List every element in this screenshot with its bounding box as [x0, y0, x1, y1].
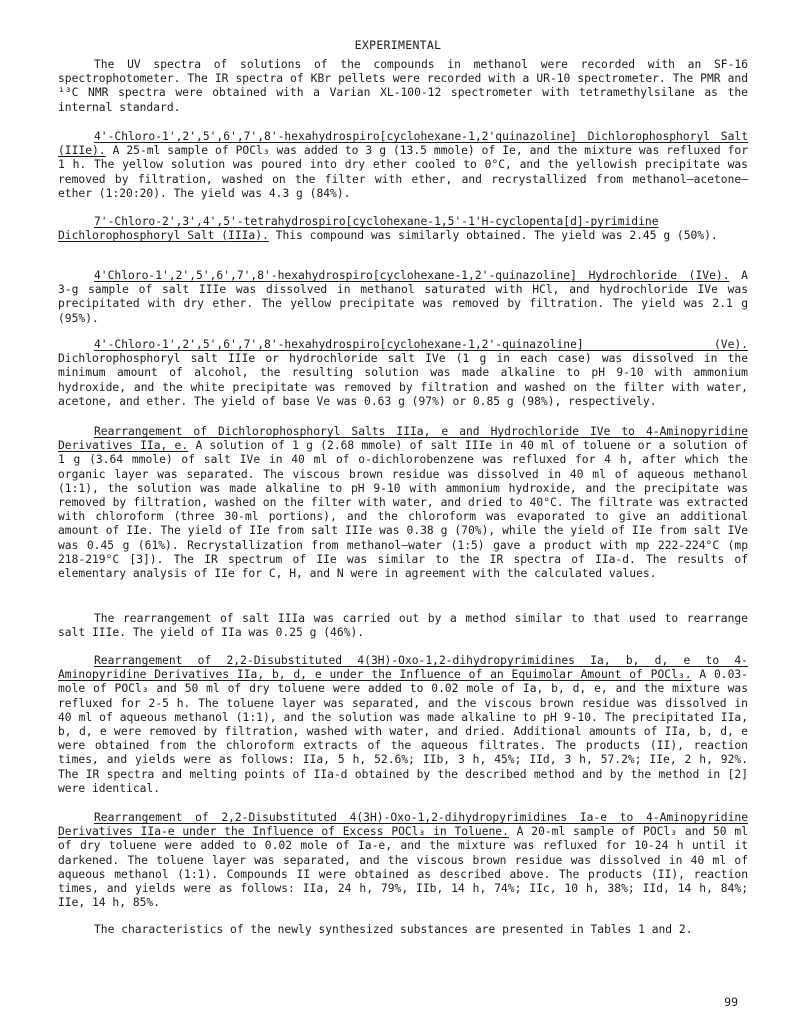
paragraph-title: 4'-Chloro-1',2',5',6',7',8'-hexahydrospiro[cyclohexane-1,2'quinazoline] Dichlorophosphoryl Salt (IIIe). [58, 130, 748, 158]
paragraph-body: The UV spectra of solutions of the compounds in methanol were recorded with an SF-16 spectrophotometer. The IR spectra of KBr pellets were recorded with a UR-10 spectrometer. The PMR and ¹³C NMR spectra were obtained with a Varian XL-100-12 spectrometer with tetramethylsilane as the internal standard. [58, 58, 748, 114]
paragraph-title: 4'-Chloro-1',2',5',6',7',8'-hexahydrospiro[cyclohexane-1,2'-quinazoline] (Ve). [94, 338, 748, 351]
paragraph-hydrochloride-IVe [58, 269, 748, 326]
paragraph-base-Ve [58, 338, 748, 409]
paragraph-body: A 25-ml sample of POCl₃ was added to 3 g (13.5 mmole) of Ie, and the mixture was refluxed for 1 h. The yellow solution was poured into dry ether cooled to 0°C, and the yellowish precipitate was removed by filtration, washed on the filter with ether, and recrystallized from methanol–acetone–ether (1:20:20). The yield was 4.3 g (84%). [58, 144, 748, 200]
paragraph-title: Rearrangement of 2,2-Disubstituted 4(3H)-Oxo-1,2-dihydropyrimidines Ia, b, d, e to 4-Aminopyridine Derivatives IIa, b, d, e under the Influence of an Equimolar Amount of POCl₃. [58, 654, 748, 682]
section-heading: EXPERIMENTAL [354, 38, 442, 52]
paragraph-body: The characteristics of the newly synthesized substances are presented in Tables 1 and 2. [94, 923, 693, 936]
paragraph-title: 7'-Chloro-2',3',4',5'-tetrahydrospiro[cyclohexane-1,5'-1'H-cyclopenta[d]-pyrimidine Dichlorophosphoryl Salt (IIIa). [58, 215, 659, 243]
paragraph-title: Rearrangement of Dichlorophosphoryl Salts IIIa, e and Hydrochloride IVe to 4-Aminopyridine Derivatives IIa, e. [58, 425, 748, 453]
paragraph-body: A 3-g sample of salt IIIe was dissolved in methanol saturated with HCl, and hydrochloride IVe was precipitated with dry ether. The yellow precipitate was removed by filtration. The yield was 2.1 g (95%). [58, 269, 748, 325]
paragraph-title: Rearrangement of 2,2-Disubstituted 4(3H)-Oxo-1,2-dihydropyrimidines Ia-e to 4-Aminopyridine Derivatives IIa-e under the Influence of Excess POCl₃ in Toluene. [58, 811, 748, 839]
paragraph-body: This compound was similarly obtained. The yield was 2.45 g (50%). [268, 229, 718, 243]
paragraph-salt-IIIa [58, 215, 748, 243]
page-number: 99 [724, 995, 738, 1009]
paragraph-body: A 20-ml sample of POCl₃ and 50 ml of dry toluene were added to 0.02 mole of Ia-e, and the mixture was refluxed for 10-24 h until it darkened. The toluene layer was separated, and the viscous brown residue was dissolved in 40 ml of aqueous methanol (1:1). Compounds II were obtained as described above. The products (II), reaction times, and yields were as follows: IIa, 24 h, 79%, IIb, 14 h, 74%; IIc, 10 h, 38%; IId, 14 h, 84%; IIe, 14 h, 85%. [58, 825, 748, 910]
paragraph-salt-IIIe [58, 130, 748, 201]
paragraph-tables-reference [58, 923, 748, 937]
paragraph-body: A 0.03-mole of POCl₃ and 50 ml of dry toluene were added to 0.02 mole of Ia, b, d, e, and the mixture was refluxed for 2-5 h. The toluene layer was separated, and the viscous brown residue was dissolved in 40 ml of aqueous methanol (1:1), and the solution was made alkaline to pH 9-10. The precipitated IIa, b, d, e were removed by filtration, washed with water, and dried. Additional amounts of IIa, b, d, e were obtained from the chloroform extracts of the aqueous filtrates. The products (II), reaction times, and yields were as follows: IIa, 5 h, 52.6%; IIb, 3 h, 45%; IId, 3 h, 57.2%; IIe, 2 h, 92%. The IR spectra and melting points of IIa-d obtained by the described method and by the method in [2] were identical. [58, 668, 748, 795]
paragraph-rearrangement-equimolar [58, 654, 748, 796]
paragraph-body: The rearrangement of salt IIIa was carried out by a method similar to that used to rearrange salt IIIe. The yield of IIa was 0.25 g (46%). [58, 612, 748, 640]
paragraph-body: Dichlorophosphoryl salt IIIe or hydrochloride salt IVe (1 g in each case) was dissolved in the minimum amount of alcohol, the resulting solution was made alkaline to pH 9-10 with ammonium hydroxide, and the white precipitate was removed by filtration and washed on the filter with water, acetone, and ether. The yield of base Ve was 0.63 g (97%) or 0.85 g (98%), respectively. [58, 352, 748, 408]
paragraph-rearrangement-IIIa [58, 612, 748, 640]
paragraph-rearrangement-salts [58, 425, 748, 581]
paragraph-title: 4'Chloro-1',2',5',6',7',8'-hexahydrospiro[cyclohexane-1,2'-quinazoline] Hydrochloride (IVe). [94, 269, 730, 282]
paragraph-rearrangement-excess [58, 811, 748, 910]
paragraph-body: A solution of 1 g (2.68 mmole) of salt IIIe in 40 ml of toluene or a solution of 1 g (3.64 mmole) of salt IVe in 40 ml of o-dichlorobenzene was refluxed for 4 h, after which the organic layer was separated. The viscous brown residue was dissolved in 40 ml of aqueous methanol (1:1), the solution was made alkaline to pH 9-10 with ammonium hydroxide, and the precipitate was removed by filtration, washed on the filter with water, and dried to 40°C. The filtrate was extracted with chloroform (three 30-ml portions), and the chloroform was evaporated to give an additional amount of IIe. The yield of IIe from salt IIIe was 0.38 g (70%), while the yield of IIe from salt IVe was 0.45 g (61%). Recrystallization from methanol–water (1:5) gave a product with mp 222-224°C (mp 218-219°C [3]). The IR spectrum of IIe was similar to the IR spectra of IIa-d. The results of elementary analysis of IIe for C, H, and N were in agreement with the calculated values. [58, 439, 748, 581]
paragraph-instruments [58, 58, 748, 115]
